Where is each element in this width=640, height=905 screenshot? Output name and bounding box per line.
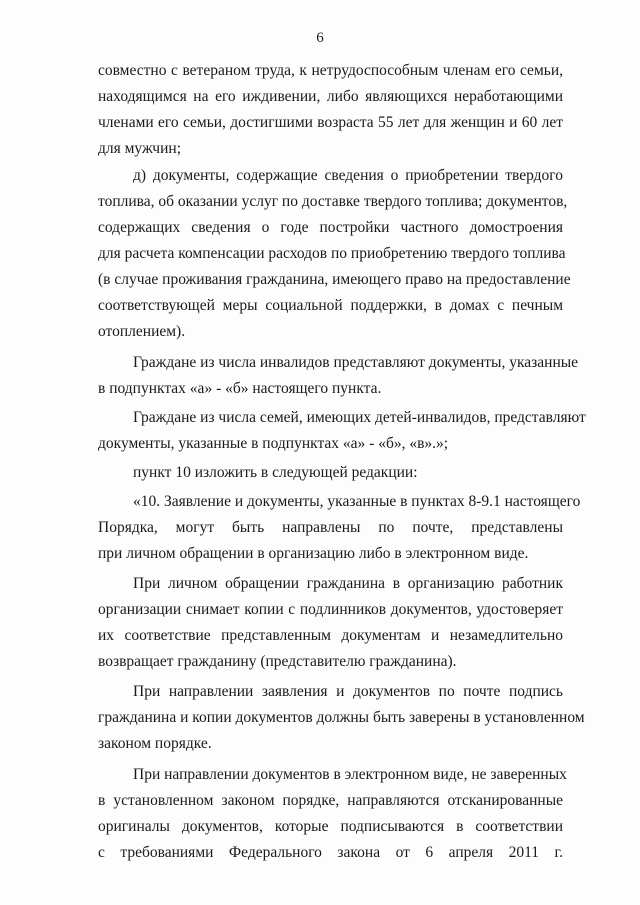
text-line: возвращает гражданину (представителю гражданина). (98, 653, 457, 670)
text-line: При личном обращении гражданина в организацию работник (133, 575, 563, 592)
text-line: соответствующей меры социальной поддержки, в домах с печным (98, 297, 563, 314)
text-line: Порядка, могут быть направлены по почте, представлены (98, 519, 563, 536)
text-line: топлива, об оказании услуг по доставке твердого топлива; документов, (98, 193, 568, 210)
text-line: в установленном законом порядке, направляются отсканированные (98, 792, 563, 809)
text-line: с требованиями Федерального закона от 6 апреля 2011 г. (98, 844, 563, 861)
text-line: совместно с ветераном труда, к нетрудоспособным членам его семьи, (98, 62, 563, 79)
text-line: законом порядке. (98, 735, 212, 752)
text-line: организации снимает копии с подлинников документов, удостоверяет (98, 601, 563, 618)
text-line: д) документы, содержащие сведения о приобретении твердого (133, 167, 563, 184)
text-line: гражданина и копии документов должны быть заверены в установленном (98, 709, 585, 726)
page-number: 6 (316, 30, 324, 46)
text-line: при личном обращении в организацию либо в электронном виде. (98, 545, 529, 562)
text-line: «10. Заявление и документы, указанные в пунктах 8-9.1 настоящего (133, 493, 581, 510)
text-line: отоплением). (98, 323, 186, 340)
text-line: находящимся на его иждивении, либо являющихся неработающими (98, 88, 563, 105)
text-line: членами его семьи, достигшими возраста 55 лет для женщин и 60 лет (98, 114, 563, 131)
text-line: (в случае проживания гражданина, имеющего право на предоставление (98, 271, 571, 288)
text-line: Граждане из числа инвалидов представляют документы, указанные (133, 354, 579, 371)
text-line: для расчета компенсации расходов по приобретению твердого топлива (98, 245, 566, 262)
text-line: документы, указанные в подпунктах «а» - «б», «в».»; (98, 435, 449, 452)
text-line: их соответствие представленным документам и незамедлительно (98, 627, 563, 644)
text-line: пункт 10 изложить в следующей редакции: (133, 464, 418, 481)
text-line: оригиналы документов, которые подписываются в соответствии (98, 818, 563, 835)
text-line: содержащих сведения о годе постройки частного домостроения (98, 219, 563, 236)
text-line: в подпунктах «а» - «б» настоящего пункта. (98, 380, 382, 397)
text-line: для мужчин; (98, 140, 181, 157)
text-line: Граждане из числа семей, имеющих детей-инвалидов, представляют (133, 409, 586, 426)
text-line: При направлении документов в электронном виде, не заверенных (133, 766, 567, 783)
text-line: При направлении заявления и документов по почте подпись (133, 683, 563, 700)
